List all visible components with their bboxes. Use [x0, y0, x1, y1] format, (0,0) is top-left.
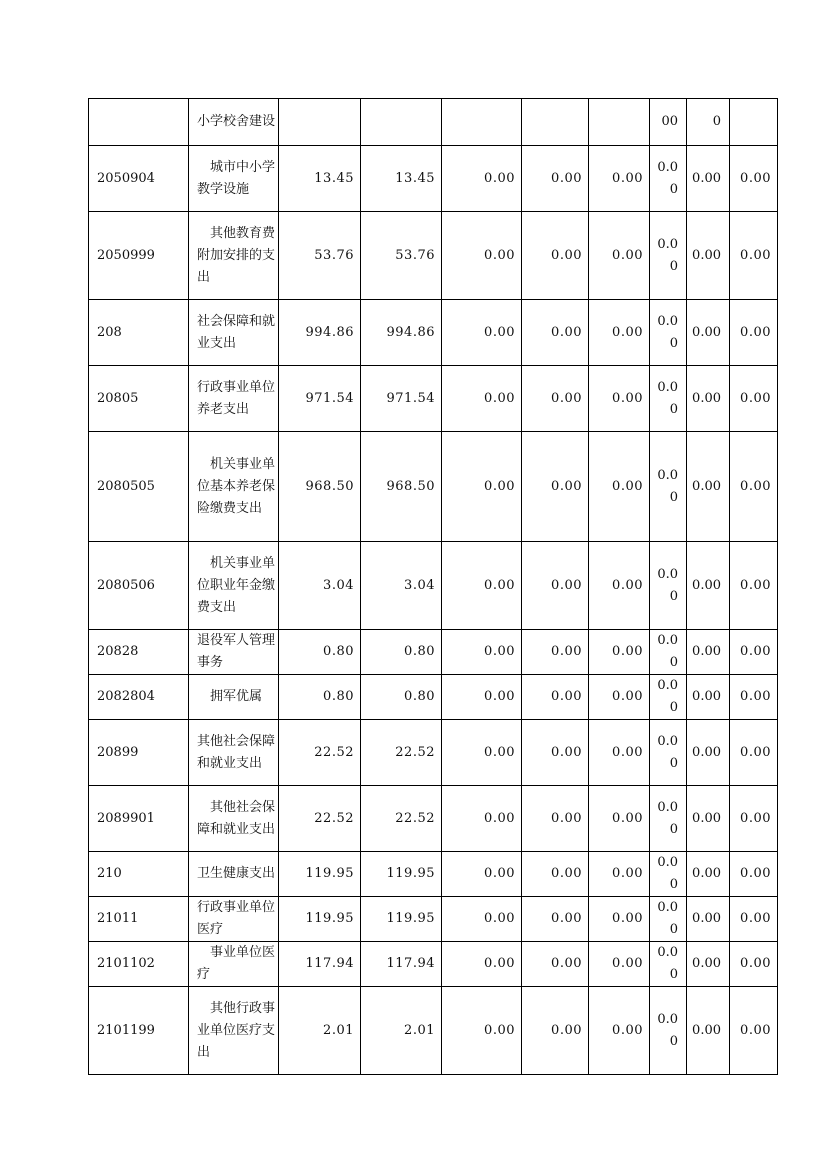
amount-cell: 0.00 [730, 212, 778, 300]
amount-cell-narrow: 0.00 [650, 432, 687, 542]
amount-cell: 0.00 [730, 675, 778, 720]
amount-cell [522, 99, 589, 146]
amount-cell: 0.00 [522, 897, 589, 942]
table-row [89, 432, 778, 542]
total-cell: 0.80 [279, 675, 361, 720]
amount-cell-narrow: 0 [687, 99, 730, 146]
project-expenditure-cell: 0.00 [442, 542, 522, 630]
subject-code-cell: 20805 [89, 366, 189, 432]
table-row [89, 300, 778, 366]
amount-cell-narrow: 0.00 [687, 675, 730, 720]
subject-code-cell: 20828 [89, 630, 189, 675]
table-row [89, 675, 778, 720]
amount-cell-narrow: 0.00 [687, 300, 730, 366]
basic-expenditure-cell: 22.52 [361, 720, 442, 786]
subject-code-cell [89, 99, 189, 146]
subject-code-cell: 2080506 [89, 542, 189, 630]
amount-cell: 0.00 [730, 852, 778, 897]
amount-cell-narrow: 0.00 [687, 146, 730, 212]
amount-cell: 0.00 [589, 542, 650, 630]
subject-code-cell: 20899 [89, 720, 189, 786]
amount-cell: 0.00 [730, 146, 778, 212]
amount-cell-narrow: 00 [650, 99, 687, 146]
subject-code-cell: 208 [89, 300, 189, 366]
project-expenditure-cell: 0.00 [442, 675, 522, 720]
amount-cell: 0.00 [589, 212, 650, 300]
basic-expenditure-cell: 119.95 [361, 897, 442, 942]
amount-cell-narrow: 0.00 [687, 542, 730, 630]
subject-code-cell: 2050904 [89, 146, 189, 212]
total-cell: 3.04 [279, 542, 361, 630]
total-cell: 994.86 [279, 300, 361, 366]
project-expenditure-cell: 0.00 [442, 786, 522, 852]
amount-cell: 0.00 [522, 675, 589, 720]
amount-cell-narrow: 0.00 [650, 542, 687, 630]
amount-cell: 0.00 [589, 852, 650, 897]
project-expenditure-cell: 0.00 [442, 300, 522, 366]
basic-expenditure-cell: 0.80 [361, 675, 442, 720]
amount-cell-narrow: 0.00 [650, 720, 687, 786]
amount-cell [730, 99, 778, 146]
amount-cell-narrow: 0.00 [687, 852, 730, 897]
table-row [89, 366, 778, 432]
project-expenditure-cell: 0.00 [442, 432, 522, 542]
amount-cell-narrow: 0.00 [650, 942, 687, 987]
subject-name-cell: 行政事业单位医疗 [189, 897, 279, 942]
table-row [89, 942, 778, 987]
amount-cell-narrow: 0.00 [687, 897, 730, 942]
table-row [89, 786, 778, 852]
table-row [89, 852, 778, 897]
amount-cell: 0.00 [730, 720, 778, 786]
subject-name-cell: 小学校舍建设 [189, 99, 279, 146]
amount-cell: 0.00 [522, 542, 589, 630]
total-cell: 971.54 [279, 366, 361, 432]
basic-expenditure-cell [361, 99, 442, 146]
basic-expenditure-cell: 2.01 [361, 987, 442, 1075]
project-expenditure-cell: 0.00 [442, 942, 522, 987]
total-cell: 0.80 [279, 630, 361, 675]
subject-name-cell: 拥军优属 [189, 675, 279, 720]
subject-name-cell: 其他社会保障和就业支出 [189, 786, 279, 852]
basic-expenditure-cell: 13.45 [361, 146, 442, 212]
amount-cell: 0.00 [522, 630, 589, 675]
subject-name-cell: 社会保障和就业支出 [189, 300, 279, 366]
amount-cell: 0.00 [589, 987, 650, 1075]
project-expenditure-cell: 0.00 [442, 212, 522, 300]
project-expenditure-cell: 0.00 [442, 630, 522, 675]
basic-expenditure-cell: 22.52 [361, 786, 442, 852]
amount-cell-narrow: 0.00 [650, 852, 687, 897]
total-cell: 53.76 [279, 212, 361, 300]
total-cell: 968.50 [279, 432, 361, 542]
amount-cell: 0.00 [522, 212, 589, 300]
subject-name-cell: 行政事业单位养老支出 [189, 366, 279, 432]
amount-cell: 0.00 [730, 942, 778, 987]
amount-cell: 0.00 [589, 675, 650, 720]
table-body [89, 99, 778, 1075]
basic-expenditure-cell: 968.50 [361, 432, 442, 542]
amount-cell: 0.00 [522, 720, 589, 786]
project-expenditure-cell: 0.00 [442, 720, 522, 786]
subject-name-cell: 事业单位医疗 [189, 942, 279, 987]
total-cell: 119.95 [279, 852, 361, 897]
amount-cell-narrow: 0.00 [650, 786, 687, 852]
amount-cell: 0.00 [522, 786, 589, 852]
table-row [89, 542, 778, 630]
project-expenditure-cell: 0.00 [442, 897, 522, 942]
project-expenditure-cell: 0.00 [442, 987, 522, 1075]
amount-cell-narrow: 0.00 [650, 630, 687, 675]
amount-cell: 0.00 [522, 146, 589, 212]
subject-name-cell: 机关事业单位职业年金缴费支出 [189, 542, 279, 630]
amount-cell-narrow: 0.00 [687, 720, 730, 786]
project-expenditure-cell: 0.00 [442, 146, 522, 212]
amount-cell: 0.00 [730, 897, 778, 942]
amount-cell-narrow: 0.00 [687, 432, 730, 542]
subject-name-cell: 其他行政事业单位医疗支出 [189, 987, 279, 1075]
amount-cell: 0.00 [589, 897, 650, 942]
amount-cell: 0.00 [589, 300, 650, 366]
amount-cell-narrow: 0.00 [650, 987, 687, 1075]
table-row [89, 630, 778, 675]
amount-cell-narrow: 0.00 [650, 146, 687, 212]
amount-cell: 0.00 [522, 942, 589, 987]
amount-cell: 0.00 [589, 786, 650, 852]
subject-name-cell: 卫生健康支出 [189, 852, 279, 897]
amount-cell: 0.00 [522, 987, 589, 1075]
amount-cell: 0.00 [730, 300, 778, 366]
budget-expenditure-table [88, 98, 778, 1075]
subject-name-cell: 机关事业单位基本养老保险缴费支出 [189, 432, 279, 542]
amount-cell: 0.00 [730, 786, 778, 852]
project-expenditure-cell: 0.00 [442, 366, 522, 432]
basic-expenditure-cell: 119.95 [361, 852, 442, 897]
amount-cell: 0.00 [589, 146, 650, 212]
subject-name-cell: 其他教育费附加安排的支出 [189, 212, 279, 300]
basic-expenditure-cell: 994.86 [361, 300, 442, 366]
basic-expenditure-cell: 3.04 [361, 542, 442, 630]
amount-cell: 0.00 [730, 432, 778, 542]
table-row [89, 99, 778, 146]
basic-expenditure-cell: 971.54 [361, 366, 442, 432]
amount-cell: 0.00 [589, 720, 650, 786]
amount-cell: 0.00 [730, 366, 778, 432]
amount-cell-narrow: 0.00 [650, 212, 687, 300]
basic-expenditure-cell: 117.94 [361, 942, 442, 987]
total-cell: 22.52 [279, 786, 361, 852]
amount-cell: 0.00 [589, 432, 650, 542]
table-row [89, 146, 778, 212]
table-row [89, 897, 778, 942]
project-expenditure-cell: 0.00 [442, 852, 522, 897]
subject-code-cell: 2089901 [89, 786, 189, 852]
project-expenditure-cell [442, 99, 522, 146]
amount-cell-narrow: 0.00 [650, 675, 687, 720]
total-cell: 13.45 [279, 146, 361, 212]
amount-cell: 0.00 [730, 542, 778, 630]
table-row [89, 987, 778, 1075]
amount-cell: 0.00 [522, 300, 589, 366]
amount-cell [589, 99, 650, 146]
amount-cell-narrow: 0.00 [687, 630, 730, 675]
amount-cell: 0.00 [522, 432, 589, 542]
amount-cell-narrow: 0.00 [687, 786, 730, 852]
total-cell: 119.95 [279, 897, 361, 942]
amount-cell: 0.00 [730, 987, 778, 1075]
amount-cell: 0.00 [522, 852, 589, 897]
basic-expenditure-cell: 0.80 [361, 630, 442, 675]
total-cell: 117.94 [279, 942, 361, 987]
amount-cell-narrow: 0.00 [650, 366, 687, 432]
amount-cell-narrow: 0.00 [650, 897, 687, 942]
amount-cell: 0.00 [589, 630, 650, 675]
subject-code-cell: 2080505 [89, 432, 189, 542]
table-row [89, 212, 778, 300]
subject-name-cell: 退役军人管理事务 [189, 630, 279, 675]
total-cell: 2.01 [279, 987, 361, 1075]
subject-code-cell: 2101199 [89, 987, 189, 1075]
subject-code-cell: 210 [89, 852, 189, 897]
table-row [89, 720, 778, 786]
amount-cell-narrow: 0.00 [687, 366, 730, 432]
amount-cell-narrow: 0.00 [650, 300, 687, 366]
subject-code-cell: 21011 [89, 897, 189, 942]
subject-name-cell: 其他社会保障和就业支出 [189, 720, 279, 786]
amount-cell-narrow: 0.00 [687, 987, 730, 1075]
basic-expenditure-cell: 53.76 [361, 212, 442, 300]
subject-name-cell: 城市中小学教学设施 [189, 146, 279, 212]
subject-code-cell: 2050999 [89, 212, 189, 300]
amount-cell: 0.00 [522, 366, 589, 432]
total-cell [279, 99, 361, 146]
amount-cell: 0.00 [730, 630, 778, 675]
total-cell: 22.52 [279, 720, 361, 786]
amount-cell-narrow: 0.00 [687, 212, 730, 300]
amount-cell-narrow: 0.00 [687, 942, 730, 987]
subject-code-cell: 2101102 [89, 942, 189, 987]
subject-code-cell: 2082804 [89, 675, 189, 720]
amount-cell: 0.00 [589, 366, 650, 432]
amount-cell: 0.00 [589, 942, 650, 987]
